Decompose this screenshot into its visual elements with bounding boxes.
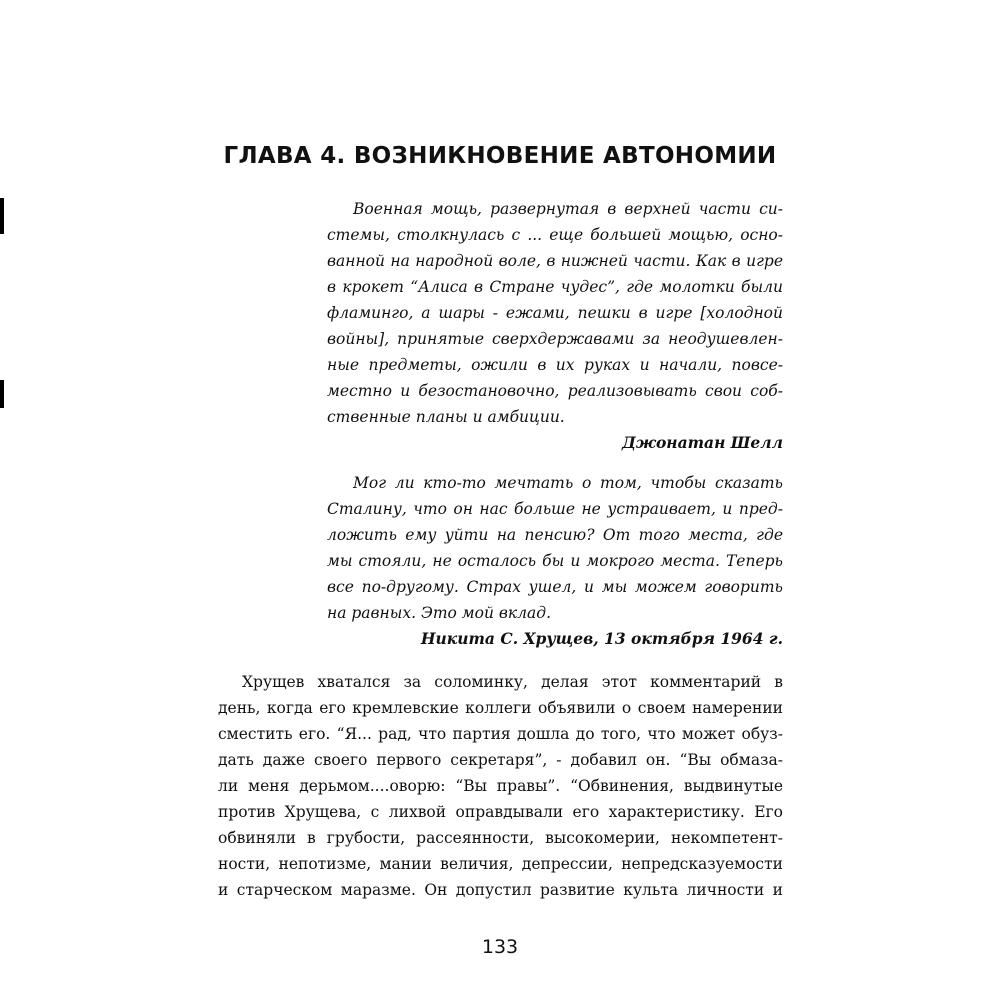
epigraph-line: ложить ему уйти на пенсию? От того места, где	[327, 526, 783, 544]
body-line: и старческом маразме. Он допустил развитие культа личности и	[218, 881, 783, 899]
body-line: обвиняли в грубости, рассеянности, высокомерии, некомпетент-	[218, 829, 783, 847]
epigraph-line: мы стояли, не осталось бы и мокрого места. Теперь	[327, 552, 783, 570]
body-line: ли меня дерьмом....оворю: “Вы правы”. “Обвинения, выдвинутые	[218, 777, 783, 795]
epigraph-2	[327, 470, 783, 652]
chapter-title: ГЛАВА 4. ВОЗНИКНОВЕНИЕ АВТОНОМИИ	[223, 143, 777, 169]
epigraph-line: Сталину, что он нас больше не устраивает, и пред-	[327, 500, 783, 518]
page-number: 133	[481, 936, 519, 958]
epigraph-1	[327, 196, 783, 456]
epigraph-line: стемы, столкнулась с ... еще большей мощью, осно-	[327, 226, 783, 244]
epigraph-line: ванной на народной воле, в нижней части. Как в игре	[327, 252, 783, 270]
epigraph-line: Мог ли кто-то мечтать о том, чтобы сказать	[353, 474, 783, 492]
epigraph-line: Военная мощь, развернутая в верхней части си-	[353, 200, 783, 218]
epigraph-line: фламинго, а шары - ежами, пешки в игре [холодной	[327, 304, 783, 322]
body-line: сместить его. “Я... рад, что партия дошла до того, что может обуз-	[218, 725, 783, 743]
epigraph-attribution: Никита С. Хрущев, 13 октября 1964 г.	[420, 629, 783, 648]
epigraph-line: в крокет “Алиса в Стране чудес”, где молотки были	[327, 278, 783, 296]
epigraph-text	[327, 470, 783, 626]
epigraph-line: ственные планы и амбиции.	[327, 408, 565, 426]
epigraph-text	[327, 196, 783, 430]
epigraph-line: на равных. Это мой вклад.	[327, 604, 552, 622]
body-line: дать даже своего первого секретаря”, - добавил он. “Вы обмаза-	[218, 751, 783, 769]
body-line: против Хрущева, с лихвой оправдывали его характеристику. Его	[218, 803, 783, 821]
epigraph-line: местно и безостановочно, реализовывать свои соб-	[327, 382, 783, 400]
scan-edge-mark	[0, 380, 4, 408]
body-line: Хрущев хватался за соломинку, делая этот комментарий в	[242, 673, 783, 691]
epigraph-attribution: Джонатан Шелл	[621, 433, 783, 452]
epigraph-line: войны], принятые сверхдержавами за неодушевлен-	[327, 330, 783, 348]
epigraph-line: ные предметы, ожили в их руках и начали, повсе-	[327, 356, 783, 374]
scan-edge-mark	[0, 198, 4, 234]
epigraph-line: все по-другому. Страх ушел, и мы можем говорить	[327, 578, 783, 596]
body-line: ности, непотизме, мании величия, депрессии, непредсказуемости	[218, 855, 783, 873]
body-line: день, когда его кремлевские коллеги объявили о своем намерении	[218, 699, 783, 717]
body-paragraph	[218, 669, 783, 903]
